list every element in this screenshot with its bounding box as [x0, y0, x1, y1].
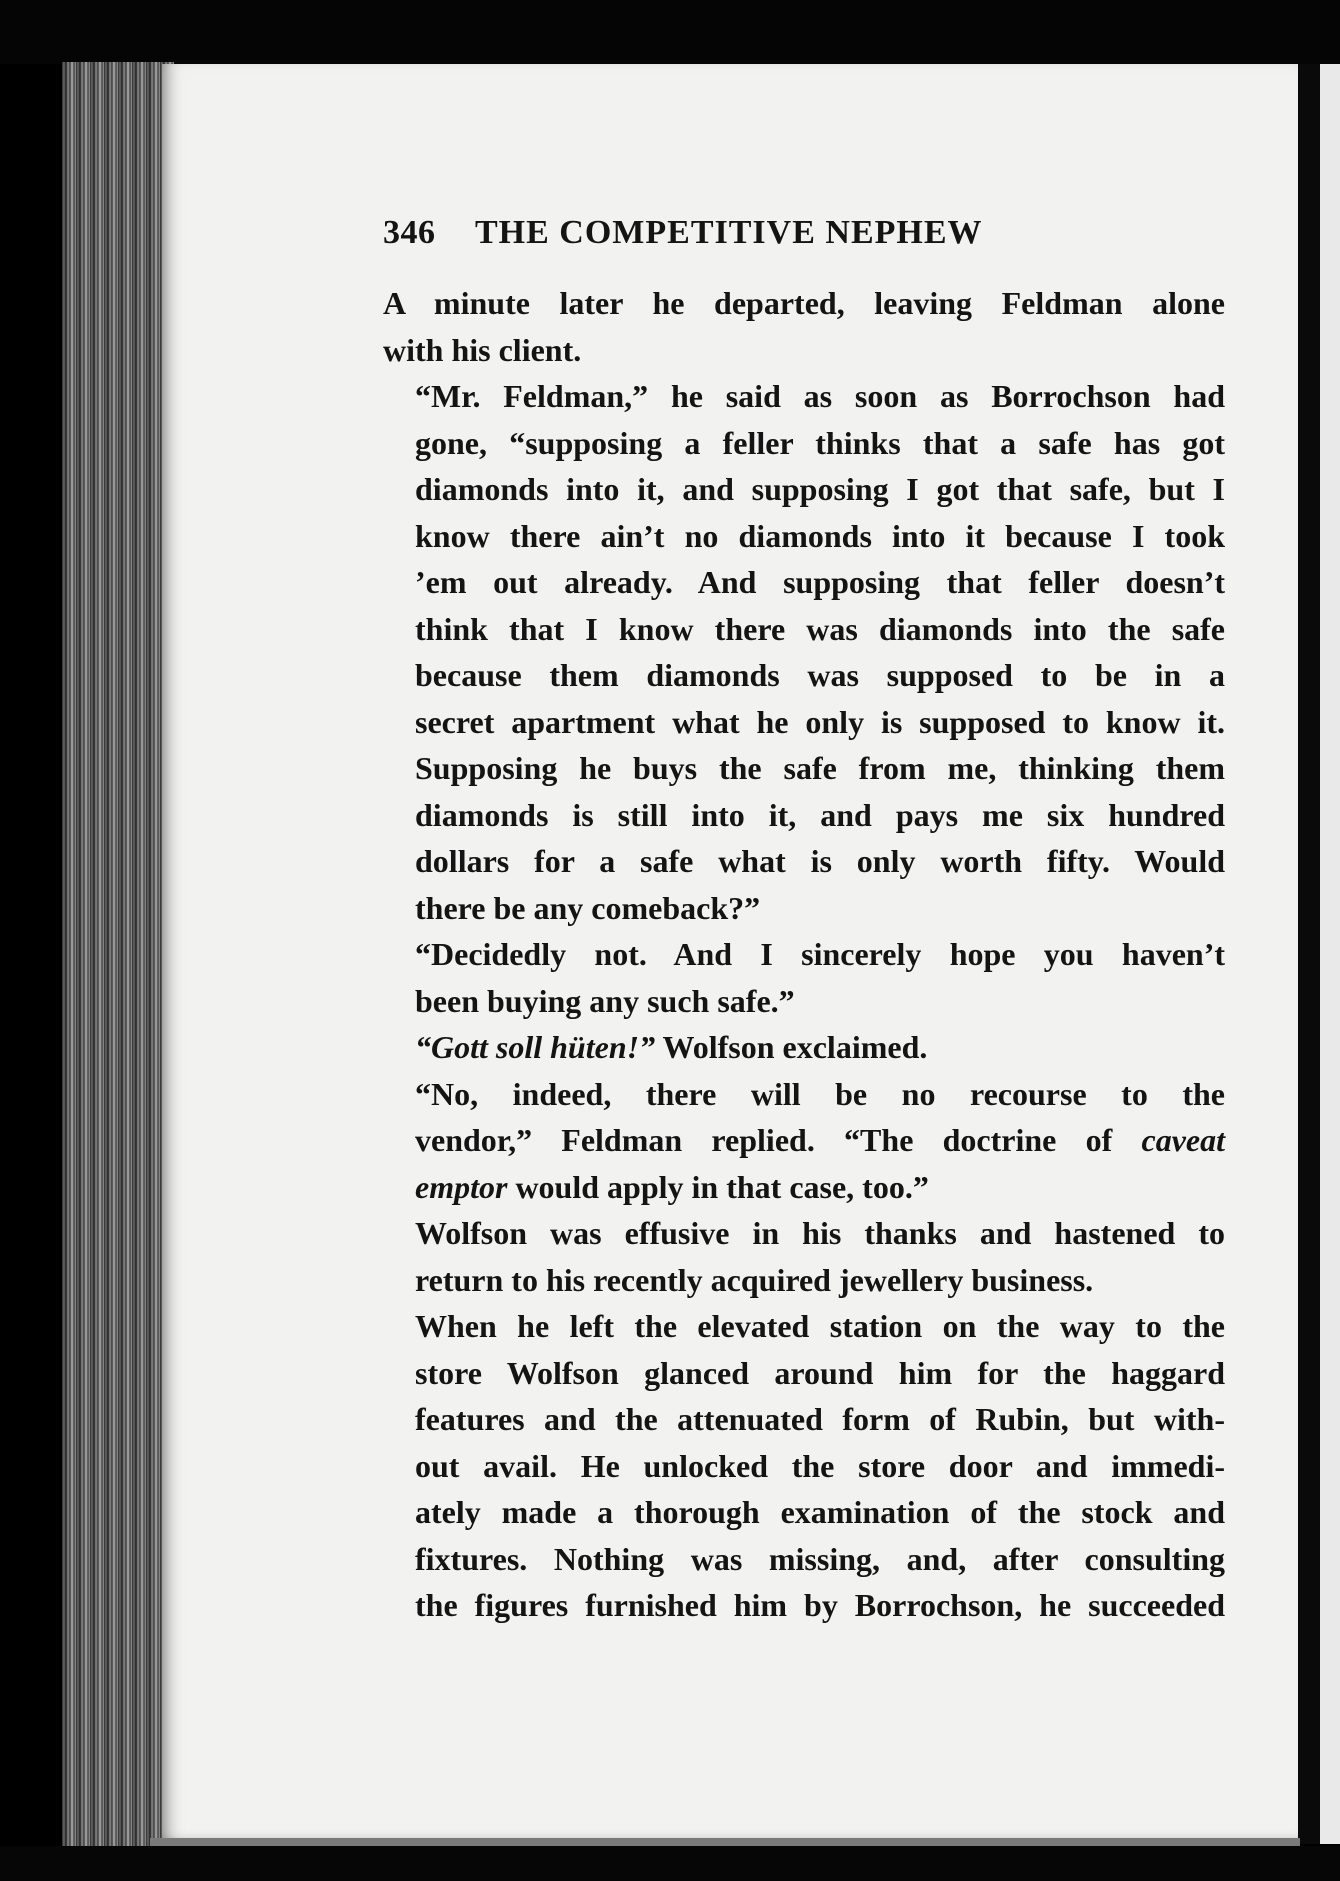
- paragraph-2: [383, 373, 1225, 931]
- text-line: features and the attenuated form of Rubin, but with-: [415, 1401, 1225, 1437]
- running-head: [383, 210, 1225, 260]
- paragraph-6: [383, 1210, 1225, 1303]
- text-line: ’em out already. And supposing that feller doesn’t: [415, 564, 1225, 600]
- text-line: “No, indeed, there will be no recourse to the: [415, 1075, 1225, 1112]
- text-line: dollars for a safe what is only worth fifty. Would: [415, 843, 1225, 879]
- page-text: [383, 210, 1225, 1629]
- text-line: secret apartment what he only is supposed to know it.: [415, 703, 1225, 740]
- scan-border-top: [0, 0, 1340, 64]
- text-line: gone, “supposing a feller thinks that a safe has got: [415, 424, 1225, 461]
- paragraph-1: [383, 280, 1225, 373]
- text-line: Wolfson was effusive in his thanks and hastened to: [415, 1215, 1225, 1251]
- italic-exclamation: “Gott soll hüten!”: [415, 1029, 656, 1065]
- text-line: with his client.: [383, 331, 582, 368]
- text-line: know there ain’t no diamonds into it because I took: [415, 517, 1225, 554]
- running-head-title: THE COMPETITIVE NEPHEW: [475, 214, 983, 251]
- text-line: diamonds is still into it, and pays me six hundred: [415, 796, 1225, 833]
- paragraph-4: [383, 1024, 1225, 1071]
- text-line: because them diamonds was supposed to be in a: [415, 657, 1225, 693]
- paragraph-5: [383, 1071, 1225, 1211]
- text-line: “Decidedly not. And I sincerely hope you haven’t: [415, 936, 1225, 972]
- text-line: think that I know there was diamonds into the safe: [415, 610, 1225, 647]
- page-number: 346: [383, 214, 436, 251]
- paragraph-7: [383, 1303, 1225, 1629]
- text-line: out avail. He unlocked the store door and immedi-: [415, 1447, 1225, 1484]
- text-line: “Mr. Feldman,” he said as soon as Borrochson had: [415, 378, 1225, 414]
- scan-border-bottom: [0, 1846, 1340, 1881]
- next-page-sliver: [1320, 64, 1340, 1844]
- text-span: Wolfson exclaimed.: [655, 1029, 928, 1065]
- text-line: ately made a thorough examination of the stock and: [415, 1494, 1225, 1530]
- paragraph-3: [383, 931, 1225, 1024]
- text-line: When he left the elevated station on the way to the: [415, 1308, 1225, 1344]
- text-line: [383, 1117, 1225, 1164]
- text-line: store Wolfson glanced around him for the haggard: [415, 1354, 1225, 1391]
- italic-phrase: emptor: [415, 1168, 508, 1205]
- text-line: there be any comeback?”: [415, 889, 761, 926]
- text-span: would apply in that case, too.”: [507, 1168, 929, 1205]
- page-bottom-edge: [150, 1838, 1300, 1846]
- text-line: [383, 1164, 1225, 1211]
- text-line: return to his recently acquired jewellery business.: [415, 1261, 1094, 1298]
- book-page-edges: [62, 62, 174, 1852]
- text-line: been buying any such safe.”: [415, 982, 795, 1019]
- text-line: fixtures. Nothing was missing, and, after consulting: [415, 1540, 1225, 1577]
- text-span: vendor,” Feldman replied. “The doctrine of: [415, 1122, 1142, 1158]
- italic-phrase: caveat: [1141, 1122, 1225, 1158]
- text-line: diamonds into it, and supposing I got that safe, but I: [415, 471, 1225, 507]
- text-line: the figures furnished him by Borrochson, he succeeded: [415, 1587, 1225, 1623]
- text-line: Supposing he buys the safe from me, thinking them: [415, 750, 1225, 786]
- text-line: [383, 1024, 1225, 1071]
- text-line: A minute later he departed, leaving Feldman alone: [383, 285, 1225, 321]
- book-gutter-right: [1298, 64, 1320, 1844]
